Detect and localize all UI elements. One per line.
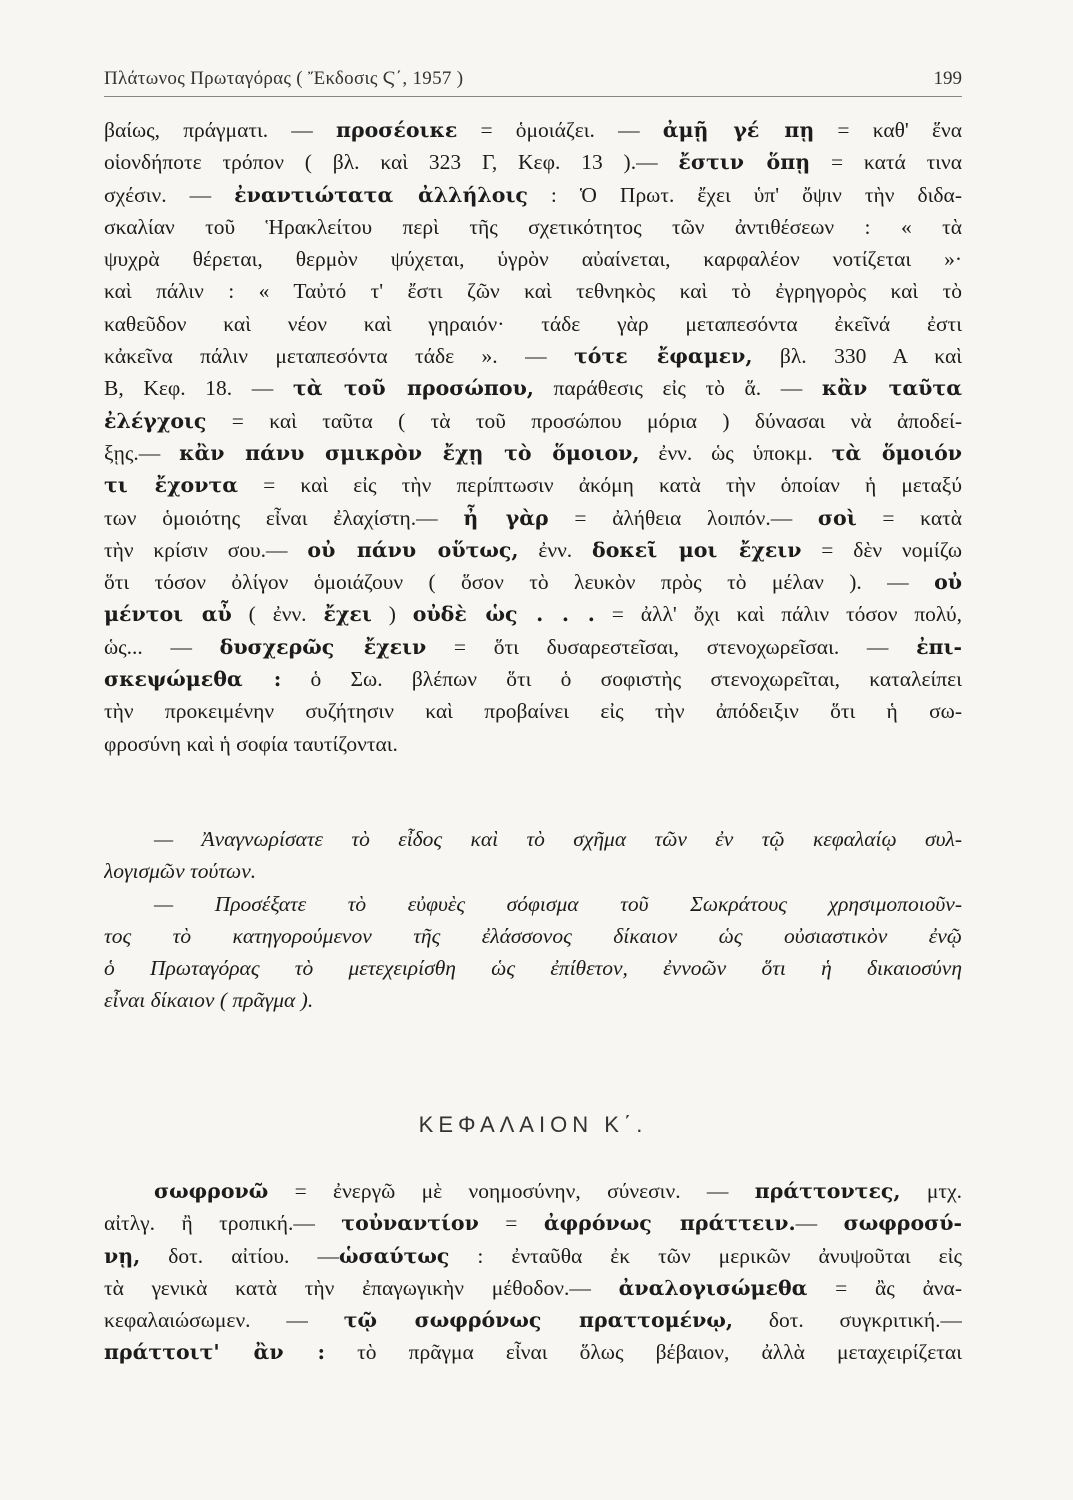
lemma-term: οὐ πάνυ οὕτως,	[307, 537, 519, 562]
lemma-term: τὰ ὅμοιόν	[831, 440, 962, 465]
gloss-text: = κατά τινα	[810, 150, 962, 175]
text-line	[104, 243, 962, 275]
text-line	[104, 920, 962, 952]
gloss-text: τος τὸ κατηγορούμενον τῆς ἐλάσσονος δίκαιον ὡς οὐσιαστικὸν ἐνῷ	[104, 923, 962, 948]
lemma-term: ἐλέγχοις	[104, 408, 207, 433]
gloss-text: — Ἀναγνωρίσατε τὸ εἶδος καὶ τὸ σχῆμα τῶν ἐν τῷ κεφαλαίῳ συλ-	[154, 827, 962, 851]
text-line	[104, 211, 962, 243]
text-line	[104, 1304, 962, 1336]
lemma-term: πράττοιτ' ἂν :	[104, 1340, 326, 1365]
lemma-term: μέντοι αὖ	[104, 602, 232, 627]
gloss-text: οἱονδήποτε τρόπον ( βλ. καὶ 323 Γ, Κεφ. 13 ).—	[104, 150, 679, 175]
text-line	[104, 275, 962, 307]
lemma-term: σκεψώμεθα :	[104, 667, 282, 692]
lemma-term: τοὐναντίον	[341, 1211, 479, 1236]
text-line	[104, 566, 962, 598]
gloss-text: ( ἐνν.	[231, 602, 324, 627]
text-line	[104, 469, 962, 501]
lemma-term: τῷ σωφρόνως πραττομένῳ,	[343, 1308, 733, 1333]
gloss-text: αἰτλγ. ἢ τροπική.—	[104, 1211, 342, 1236]
gloss-text: = κατὰ	[856, 505, 962, 530]
text-line	[104, 855, 962, 887]
lemma-term: δοκεῖ μοι ἔχειν	[592, 537, 802, 562]
gloss-text: τὴν προκειμένην συζήτησιν καὶ προβαίνει εἰς τὴν ἀπόδειξιν ὅτι ἡ σω-	[104, 699, 962, 724]
gloss-text: = δὲν νομίζω	[801, 537, 962, 562]
chapter-title: ΚΕΦΑΛΑΙΟΝ Κ΄.	[418, 1112, 648, 1137]
text-line	[104, 598, 962, 630]
lemma-term: ὡσαύτως	[338, 1243, 450, 1268]
text-line	[104, 888, 962, 920]
text-line	[104, 437, 962, 469]
lemma-term: κἂν πάνυ σμικρὸν ἔχῃ τὸ ὅμοιον,	[179, 440, 640, 465]
text-line	[104, 952, 962, 984]
lemma-term: οὐδὲ ὡς . . .	[412, 602, 595, 627]
gloss-text: — Προσέξατε τὸ εὐφυὲς σόφισμα τοῦ Σωκράτους χρησιμοποιοῦν-	[154, 891, 962, 916]
lemma-term: κἂν ταῦτα	[821, 376, 962, 401]
text-line	[104, 114, 962, 146]
gloss-text: ξῃς.—	[104, 440, 180, 465]
text-line	[104, 372, 962, 404]
gloss-text: δοτ. αἰτίου. —	[140, 1243, 339, 1268]
gloss-text: )	[371, 602, 413, 627]
gloss-text: εἶναι δίκαιον ( πρᾶγμα ).	[104, 988, 314, 1013]
gloss-text: σκαλίαν τοῦ Ἡρακλείτου περὶ τῆς σχετικότητος τῶν ἀντιθέσεων : « τὰ	[104, 214, 962, 239]
running-title: Πλάτωνος Πρωταγόρας ( Ἔκδοσις Ϛ΄, 1957 )	[104, 68, 464, 89]
gloss-text: : ἐνταῦθα ἐκ τῶν μερικῶν ἀνυψοῦται εἰς	[449, 1243, 962, 1268]
lemma-term: ἀναλογισώμεθα	[618, 1275, 808, 1300]
gloss-text: =	[478, 1211, 544, 1236]
gloss-text: καὶ πάλιν : « Ταὐτό τ' ἔστι ζῶν καὶ τεθνηκὸς καὶ τὸ ἐγρηγορὸς καὶ τὸ	[104, 279, 962, 304]
lemma-term: σωφροσύ-	[843, 1211, 962, 1236]
text-line	[104, 631, 962, 663]
gloss-text: Β, Κεφ. 18. —	[104, 376, 293, 401]
text-line	[104, 1175, 962, 1207]
gloss-text: ἐνν.	[518, 537, 593, 562]
page-number: 199	[933, 68, 962, 89]
gloss-text: ὁ Πρωταγόρας τὸ μετεχειρίσθη ὡς ἐπίθετον, ἐννοῶν ὅτι ἡ δικαιοσύνη	[104, 956, 962, 981]
running-header	[104, 68, 962, 98]
lemma-term: ἐναντιώτατα ἀλλήλοις	[234, 182, 528, 207]
lemma-term: τότε ἔφαμεν,	[574, 344, 753, 369]
lemma-term: ἦ γὰρ	[463, 505, 549, 530]
lemma-term: ἀμῇ γέ πῃ	[662, 118, 815, 142]
lemma-term: πράττοντες,	[754, 1179, 901, 1203]
gloss-text: φροσύνη καὶ ἡ σοφία ταυτίζονται.	[104, 731, 398, 756]
text-line	[104, 179, 962, 211]
gloss-text: των ὁμοιότης εἶναι ἐλαχίστη.—	[104, 505, 464, 530]
gloss-text: = καὶ εἰς τὴν περίπτωσιν ἀκόμη κατὰ τὴν ὁποίαν ἡ μεταξύ	[238, 473, 962, 498]
gloss-text: κἀκεῖνα πάλιν μεταπεσόντα τάδε ». —	[104, 344, 574, 369]
gloss-text: = καθ' ἕνα	[814, 118, 962, 142]
gloss-text: ὁ Σω. βλέπων ὅτι ὁ σοφιστὴς στενοχωρεῖται, καταλείπει	[281, 667, 962, 692]
lemma-term: νῃ,	[104, 1243, 141, 1268]
gloss-text: μτχ.	[900, 1179, 962, 1203]
gloss-text: καθεῦδον καὶ νέον καὶ γηραιόν· τάδε γὰρ μεταπεσόντα ἐκεῖνά ἐστι	[104, 311, 962, 336]
text-line	[104, 146, 962, 178]
lemma-term: δυσχερῶς ἔχειν	[219, 634, 427, 659]
gloss-text: τὴν κρίσιν σου.—	[104, 537, 308, 562]
gloss-text: = ἂς ἀνα-	[807, 1275, 962, 1300]
gloss-text: τὰ γενικὰ κατὰ τὴν ἐπαγωγικὴν μέθοδον.—	[104, 1275, 619, 1300]
gloss-text: βλ. 330 Α καὶ	[752, 344, 962, 369]
gloss-text: σχέσιν. —	[104, 182, 235, 207]
gloss-text: ἐνν. ὡς ὑποκμ.	[639, 440, 832, 465]
gloss-text: = ὁμοιάζει. —	[457, 118, 663, 142]
text-line	[104, 1240, 962, 1272]
gloss-text: τὸ πρᾶγμα εἶναι ὅλως βέβαιον, ἀλλὰ μεταχειρίζεται	[325, 1340, 962, 1365]
text-line	[104, 405, 962, 437]
header-rule	[104, 96, 962, 97]
gloss-text: δοτ. συγκριτική.—	[732, 1308, 962, 1333]
text-line	[104, 823, 962, 855]
lemma-term: ἔχει	[323, 602, 372, 627]
gloss-text: = ἐνεργῶ μὲ νοημοσύνην, σύνεσιν. —	[268, 1179, 755, 1203]
gloss-text: ὡς... —	[104, 634, 220, 659]
text-line	[104, 340, 962, 372]
exercise-questions	[104, 823, 962, 1017]
lemma-term: ἐπι-	[916, 634, 962, 659]
text-line	[104, 308, 962, 340]
gloss-text: = καὶ ταῦτα ( τὰ τοῦ προσώπου μόρια ) δύνασαι νὰ ἀποδεί-	[206, 408, 962, 433]
gloss-text: = ἀλήθεια λοιπόν.—	[548, 505, 818, 530]
lemma-term: ἀφρόνως πράττειν.	[543, 1211, 796, 1236]
gloss-text: : Ὁ Πρωτ. ἔχει ὑπ' ὄψιν τὴν διδα-	[527, 182, 962, 207]
lemma-term: σωφρονῶ	[154, 1179, 269, 1203]
gloss-text: κεφαλαιώσωμεν. —	[104, 1308, 344, 1333]
lemma-term: οὐ	[934, 570, 962, 595]
gloss-text: ὅτι τόσον ὀλίγον ὁμοιάζουν ( ὅσον τὸ λευκὸν πρὸς τὸ μέλαν ). —	[104, 570, 935, 595]
lemma-term: τὰ τοῦ προσώπου,	[292, 376, 534, 401]
gloss-text: = ἀλλ' ὄχι καὶ πάλιν τόσον πολύ,	[594, 602, 962, 627]
text-line	[104, 1336, 962, 1368]
lemma-term: τι ἔχοντα	[104, 473, 239, 498]
commentary-notes	[104, 114, 962, 760]
text-line	[104, 728, 962, 760]
lemma-term: σοὶ	[817, 505, 857, 530]
gloss-text: λογισμῶν τούτων.	[104, 859, 257, 884]
text-line	[104, 984, 962, 1016]
gloss-text: ψυχρὰ θέρεται, θερμὸν ψύχεται, ὑγρὸν αὐαίνεται, καρφαλέον νοτίζεται »·	[104, 247, 962, 272]
text-line	[104, 695, 962, 727]
gloss-text: —	[795, 1211, 844, 1236]
text-line	[104, 1207, 962, 1239]
lemma-term: προσέοικε	[335, 118, 458, 142]
text-line	[104, 534, 962, 566]
text-line	[104, 663, 962, 695]
chapter-notes	[104, 1175, 962, 1369]
text-line	[104, 1272, 962, 1304]
text-line	[104, 502, 962, 534]
gloss-text: βαίως, πράγματι. —	[104, 118, 336, 142]
gloss-text: παράθεσις εἰς τὸ ἅ. —	[533, 376, 822, 401]
lemma-term: ἔστιν ὅπῃ	[678, 150, 811, 175]
gloss-text: = ὅτι δυσαρεστεῖσαι, στενοχωρεῖσαι. —	[426, 634, 917, 659]
